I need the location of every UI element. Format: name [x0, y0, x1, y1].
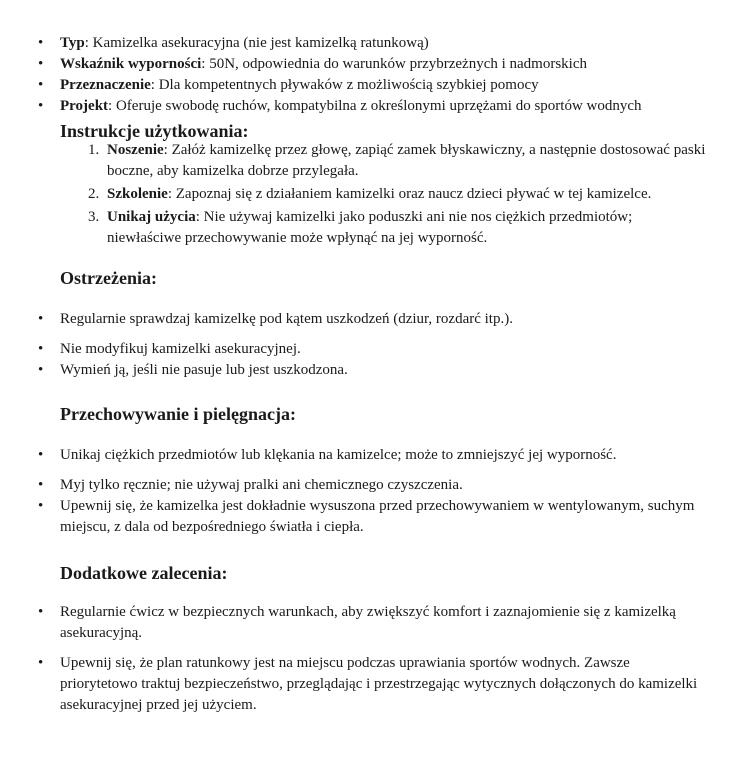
storage-text: Myj tylko ręcznie; nie używaj pralki ani chemicznego czyszczenia.: [60, 477, 463, 493]
warning-text: Nie modyfikuj kamizelki asekuracyjnej.: [60, 341, 301, 357]
step-text: : Załóż kamizelkę przez głowę, zapiąć zamek błyskawiczny, a następnie dostosować paski boczne, aby kamizelka dobrze przylegała.: [107, 142, 706, 179]
warnings-list: [0, 309, 730, 381]
bullet-icon: •: [38, 362, 44, 378]
warnings-section: [0, 309, 730, 381]
storage-item: [0, 445, 730, 466]
bullet-icon: •: [38, 604, 44, 620]
spec-label: Wskaźnik wyporności: [60, 56, 202, 72]
bullet-icon: •: [38, 56, 44, 72]
specs-list: [0, 33, 730, 117]
storage-title: Przechowywanie i pielęgnacja:: [60, 404, 296, 424]
bullet-icon: •: [38, 341, 44, 357]
spec-text: : Dla kompetentnych pływaków z możliwością szybkiej pomocy: [150, 77, 539, 93]
recommendations-title: Dodatkowe zalecenia:: [60, 563, 228, 583]
step-label: Unikaj użycia: [107, 209, 196, 225]
spec-label: Typ: [60, 35, 85, 51]
usage-step: [0, 184, 730, 205]
recommendation-text: Upewnij się, że plan ratunkowy jest na miejscu podczas uprawiania sportów wodnych. Zawsze priorytetowo traktuj bezpieczeństwo, przeglądając i przestrzegając wytycznych dołączonych do kamizelki asekuracyjnej przed jej użyciem.: [60, 655, 698, 713]
recommendation-item: [0, 602, 730, 644]
storage-text: Unikaj ciężkich przedmiotów lub klękania na kamizelce; może to zmniejszyć jej wyporność.: [60, 447, 617, 463]
spec-item-type: [0, 33, 730, 54]
usage-section: [0, 140, 730, 251]
step-number: 1.: [88, 142, 100, 158]
spec-text: : Oferuje swobodę ruchów, kompatybilna z określonymi uprzężami do sportów wodnych: [108, 98, 642, 114]
spec-label: Projekt: [60, 98, 109, 114]
step-label: Noszenie: [107, 142, 164, 158]
step-number: 3.: [88, 209, 100, 225]
spec-item-design: [0, 96, 730, 117]
warning-text: Regularnie sprawdzaj kamizelkę pod kątem uszkodzeń (dziur, rozdarć itp.).: [60, 311, 513, 327]
storage-item: [0, 496, 730, 538]
spec-item-purpose: [0, 75, 730, 96]
warning-item: [0, 360, 730, 381]
spec-text: : 50N, odpowiednia do warunków przybrzeżnych i nadmorskich: [201, 56, 588, 72]
bullet-icon: •: [38, 655, 44, 671]
warning-item: [0, 339, 730, 360]
bullet-icon: •: [38, 477, 44, 493]
bullet-icon: •: [38, 77, 44, 93]
storage-list: [0, 445, 730, 538]
spec-item-buoyancy: [0, 54, 730, 75]
step-label: Szkolenie: [107, 186, 168, 202]
warning-item: [0, 309, 730, 330]
spec-label: Przeznaczenie: [60, 77, 151, 93]
bullet-icon: •: [38, 311, 44, 327]
storage-text: Upewnij się, że kamizelka jest dokładnie wysuszona przed przechowywaniem w wentylowanym, suchym miejscu, z dala od bezpośredniego światła i ciepła.: [60, 498, 695, 535]
storage-section: [0, 445, 730, 538]
usage-steps: [0, 140, 730, 249]
spec-text: : Kamizelka asekuracyjna (nie jest kamizelką ratunkową): [84, 35, 429, 51]
bullet-icon: •: [38, 498, 44, 514]
usage-step: [0, 207, 730, 249]
warning-text: Wymień ją, jeśli nie pasuje lub jest uszkodzona.: [60, 362, 348, 378]
recommendation-item: [0, 653, 730, 716]
step-number: 2.: [88, 186, 100, 202]
specs-section: [0, 33, 730, 117]
usage-title: Instrukcje użytkowania:: [60, 121, 249, 141]
warnings-title: Ostrzeżenia:: [60, 268, 157, 288]
step-text: : Nie używaj kamizelki jako poduszki ani nie nos ciężkich przedmiotów; niewłaściwe przechowywanie może wpłynąć na jej wyporność.: [107, 209, 633, 246]
recommendations-section: [0, 602, 730, 716]
usage-step: [0, 140, 730, 182]
recommendation-text: Regularnie ćwicz w bezpiecznych warunkach, aby zwiększyć komfort i zaznajomienie się z kamizelką asekuracyjną.: [60, 604, 676, 641]
bullet-icon: •: [38, 98, 44, 114]
storage-item: [0, 475, 730, 496]
recommendations-list: [0, 602, 730, 716]
step-text: : Zapoznaj się z działaniem kamizelki oraz naucz dzieci pływać w tej kamizelce.: [167, 186, 652, 202]
bullet-icon: •: [38, 447, 44, 463]
bullet-icon: •: [38, 35, 44, 51]
